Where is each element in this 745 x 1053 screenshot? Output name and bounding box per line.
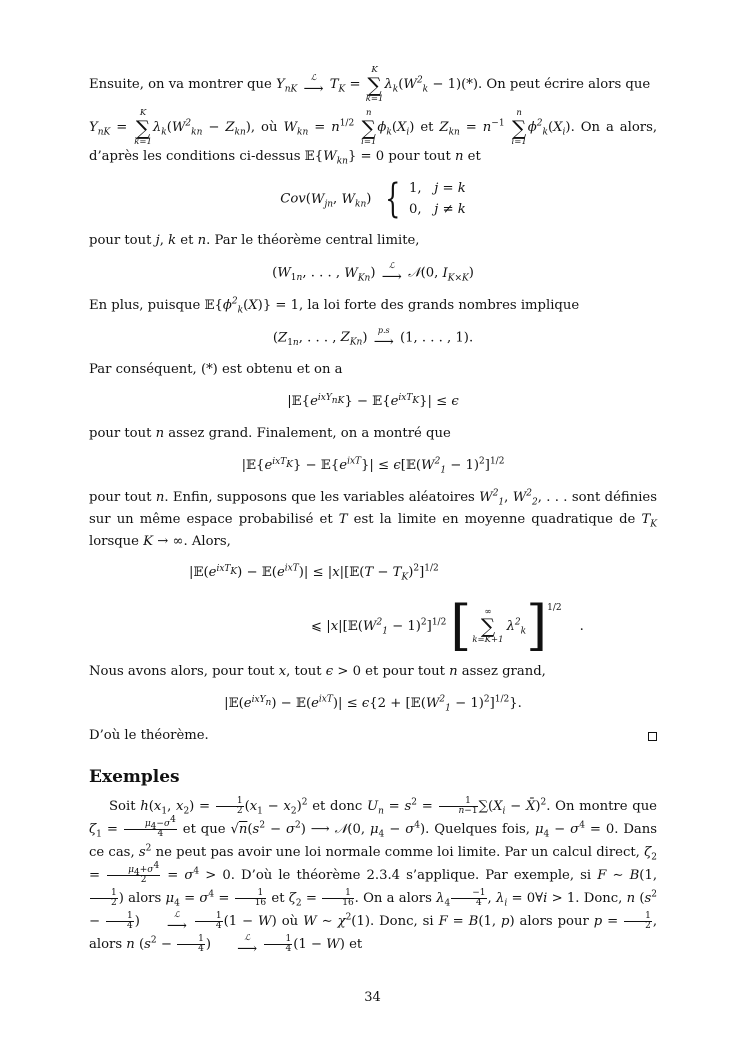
page-content	[89, 66, 657, 956]
text-run: . Par le théorème central limite,	[206, 233, 420, 248]
text-run: est la limite en moyenne quadratique de	[347, 512, 642, 527]
text-run: où	[281, 914, 304, 929]
text-run: pour tout	[89, 233, 156, 248]
text-run: Ensuite, on va montrer que	[89, 77, 276, 92]
text-run: alors pour	[514, 914, 594, 929]
equation-aligned-line-1: $|𝔼(e^{ixT_K})$ − $𝔼(e^{ixT})|$ ≤ |x|[𝔼(T − $T_K)^2]^{1/2}$	[189, 563, 439, 583]
text-run: lorsque	[89, 534, 144, 549]
text-run: et que	[177, 822, 231, 837]
paragraph-7: pour tout n. Enfin, supposons que les variables aléatoires $W^2_1$, $W^2_2$, . . . sont définies sur un même espace probabilisé et T est la limite en moyenne quadratique de $T_K$ lorsque K → ∞. Alors,	[89, 488, 657, 549]
text-run: . Donc, si	[369, 914, 439, 929]
paragraph-6: pour tout n assez grand. Finalement, on a montré que	[89, 426, 451, 441]
text-run: , la loi forte des grands nombres implique	[299, 297, 580, 313]
text-run: . On montre que	[546, 799, 657, 814]
text-run: , tout	[286, 664, 326, 679]
equation-clt: ($W_{1n}$, . . . , $W_{Kn}$) ℒ ⟶ 𝒩(0, $I_{K\times K}$)	[272, 261, 474, 285]
equation-covariance: $Cov(W_{jn}$, $W_{kn}$) { 1, j = k 0, j ≠ k	[280, 176, 466, 222]
paragraph-1: Ensuite, on va montrer que $Y_{nK}$ ℒ ⟶ $T_K$ = K ∑ k=1 $\lambda_k(W^2_k - 1)(*)$. On peut écrire alors que	[89, 65, 651, 104]
equation-aligned	[89, 563, 657, 657]
paragraph-5: Par conséquent, (*) est obtenu et on a	[89, 362, 343, 377]
text-run: et pour tout	[360, 664, 450, 679]
equation-aligned-line-2: ⩽ $|x|[𝔼(W^2_1 - 1)^2]^{1/2}$ [ ∞ ∑ k=K+1 $\lambda^2_k$ ] 1/2 .	[311, 594, 584, 657]
text-run: assez grand,	[457, 664, 546, 679]
text-run: . On peut écrire alors que	[478, 77, 651, 92]
text-run: . On a alors,	[570, 120, 658, 135]
paragraph-4: En plus, puisque $𝔼\{\phi^2_k(X)\} = 1$, la loi forte des grands nombres implique	[89, 296, 580, 316]
text-run: et	[176, 233, 198, 248]
text-run: . Dans ce cas,	[89, 822, 658, 860]
text-run: pour tout	[384, 149, 455, 164]
paragraph-8: Nous avons alors, pour tout x, tout ϵ > 0 et pour tout n assez grand,	[89, 664, 546, 679]
text-run: pour tout	[89, 426, 156, 441]
text-run: d’après les conditions ci-dessus	[89, 149, 305, 164]
text-run: et	[267, 891, 289, 906]
text-run: . Alors,	[183, 534, 231, 549]
text-run: et donc	[307, 799, 368, 814]
paragraph-9	[89, 725, 657, 747]
equation-lln: ($Z_{1n}$, . . . , $Z_{Kn}$) p.s ⟶ (1, . . . , 1).	[272, 325, 474, 350]
equation-bound-2: $|𝔼\{e^{ixT_K}\}$ − $𝔼\{e^{ixT}\}|$ ≤ $\epsilon[𝔼(W^2_1 - 1)^2]^{1/2}$	[241, 456, 505, 476]
text-run: . Quelques fois,	[425, 822, 535, 837]
paragraph-2: $Y_{nK}$ = K ∑ k=1 $\lambda_k(W^2_{kn} - Z_{kn})$, où $W_{kn} = n^{1/2}$ n ∑ i=1 $\phi_k(X_i)$ et $Z_{kn} = n^{-1}$ n ∑ i=1 $\phi^2_k(X_i)$. On a alors, d’après les conditions ci-dessus $𝔼\{W_{kn}\} = 0$ pour tout n et	[89, 108, 658, 167]
text-run: , où	[250, 120, 284, 135]
text-run: . Donc,	[575, 891, 627, 906]
page-number: 34	[364, 990, 381, 1005]
text-run: En plus, puisque	[89, 297, 205, 313]
text-run: , alors	[89, 914, 658, 952]
text-run: et	[414, 120, 440, 135]
section-heading: Exemples	[89, 767, 180, 787]
text-run: et	[344, 937, 363, 952]
equation-final: $|𝔼(e^{ixY_n})$ − $𝔼(e^{ixT})| \le \epsilon\{2$ + $[𝔼(W^2_1 - 1)^2]^{1/2}$}.	[224, 694, 522, 714]
text-run: alors	[123, 891, 166, 906]
text-run: Nous avons alors, pour tout	[89, 664, 279, 679]
text-run: . D’où le théorème 2.3.4 s’applique. Par exemple, si	[230, 868, 598, 883]
text-run: D’où le théorème.	[89, 728, 209, 743]
text-run: . Enfin, supposons que les variables aléatoires	[164, 490, 480, 505]
text-run: et	[463, 149, 481, 164]
text-run: sont définies sur un même espace probabilisé et	[89, 490, 657, 527]
paragraph-example: Soit $h(x_1$, $x_2$) = $\frac{1}{2}$ $(x_1 - x_2)^2$ et donc $U_n = s^2$ = $\frac{1}{n-1}$ $\sum(X_i$ − X̄)$^2$. On montre que $\zeta_1$ = $\frac{\mu_4-\sigma^4}{4}$ et que $√n(s^2 - \sigma^2)$ ⟶ 𝒩(0, $\mu_4 - \sigma^4$). Quelques fois, $\mu_4 - \sigma^4 = 0$. Dans ce cas, $s^2$ ne peut pas avoir une loi normale comme loi limite. Par un calcul direct, $\zeta_2$ = $\frac{\mu_4+\sigma^4}{2}$ = $\sigma^4 > 0$. D’où le théorème 2.3.4 s’applique. Par exemple, si F ∼ B(1, $\frac{1}{2}$ ) alors $\mu_4 = \sigma^4$ = $\frac{1}{16}$ et $\zeta_2$ = $\frac{1}{16}$ . On a alors $\lambda_4$ $\frac{-1}{4}$ , $\lambda_i$ = 0∀i > 1. Donc, n ($s^2$ − $\frac{1}{4}$ ) ℒ ⟶ $\frac{1}{4}$ (1 − W) où W ∼ $\chi^2(1)$. Donc, si F = B(1, p) alors pour p = $\frac{1}{2}$ , alors n ($s^2$ − $\frac{1}{4}$ ) ℒ ⟶ $\frac{1}{4}$ (1 − W) et	[89, 795, 658, 957]
text-run: pour tout	[89, 490, 156, 505]
text-run: assez grand. Finalement, on a montré que	[164, 426, 451, 441]
text-run: Soit	[109, 799, 141, 814]
equation-bound-1: $|𝔼\{e^{ixY_{nK}}\}$ − $𝔼\{e^{ixT_K}\}| \le \epsilon$	[287, 392, 459, 409]
text-run: ne peut pas avoir une loi normale comme loi limite. Par un calcul direct,	[151, 845, 645, 860]
text-run: . On a alors	[354, 891, 437, 906]
qed-square-icon	[648, 732, 657, 741]
paragraph-3: pour tout j, k et n. Par le théorème central limite,	[89, 233, 420, 248]
